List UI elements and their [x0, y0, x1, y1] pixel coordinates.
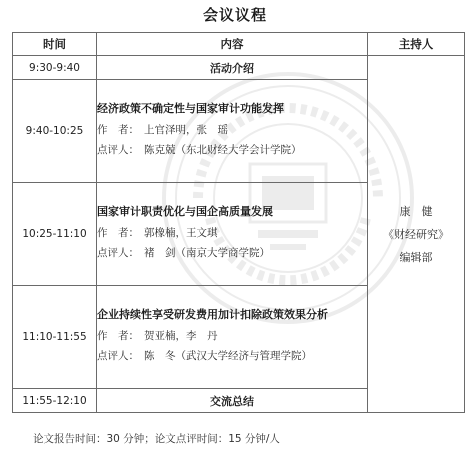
authors-label: 作 者：: [97, 226, 139, 239]
host-name: 康 健: [399, 204, 433, 218]
reviewer-label: 点评人：: [97, 349, 139, 362]
reviewer-line: [97, 143, 367, 158]
authors-value: 郭橡楠，王文琪: [144, 226, 218, 239]
talk-content: [97, 183, 368, 286]
reviewer-line: [97, 246, 367, 261]
agenda-row-intro: [13, 56, 465, 80]
authors-value: 上官泽明，张 瑶: [144, 123, 228, 136]
authors-label: 作 者：: [97, 329, 139, 342]
host-dept: 编辑部: [399, 250, 433, 264]
header-content: 内容: [97, 33, 368, 56]
authors-label: 作 者：: [97, 123, 139, 136]
reviewer-value: 陈 冬（武汉大学经济与管理学院）: [144, 349, 312, 362]
row-time: 11:10-11:55: [13, 286, 97, 389]
header-time: 时间: [13, 33, 97, 56]
header-host: 主持人: [368, 33, 465, 56]
authors-line: [97, 226, 367, 241]
host-org: 《财经研究》: [383, 227, 449, 241]
paper-title: 国家审计职责优化与国企高质量发展: [97, 204, 273, 218]
agenda-table: [12, 32, 465, 413]
header-row: [13, 33, 465, 56]
row-time: 9:30-9:40: [13, 56, 97, 80]
row-activity-label: 活动介绍: [97, 56, 368, 80]
authors-line: [97, 329, 367, 344]
reviewer-label: 点评人：: [97, 143, 139, 156]
row-time: 11:55-12:10: [13, 389, 97, 413]
paper-title: 企业持续性享受研发费用加计扣除政策效果分析: [97, 307, 328, 321]
paper-title: 经济政策不确定性与国家审计功能发挥: [97, 101, 284, 115]
host-cell: [368, 56, 465, 413]
reviewer-line: [97, 349, 367, 364]
talk-content: [97, 286, 368, 389]
row-time: 9:40-10:25: [13, 80, 97, 183]
talk-content: [97, 80, 368, 183]
authors-line: [97, 123, 367, 138]
row-time: 10:25-11:10: [13, 183, 97, 286]
authors-value: 贺亚楠，李 丹: [144, 329, 218, 342]
reviewer-value: 陈克兢（东北财经大学会计学院）: [144, 143, 302, 156]
footer-note: 论文报告时间：30 分钟；论文点评时间：15 分钟/人: [33, 433, 280, 445]
reviewer-value: 褚 剑（南京大学商学院）: [144, 246, 270, 259]
row-activity-label: 交流总结: [97, 389, 368, 413]
page-title: 会议议程: [202, 6, 267, 24]
reviewer-label: 点评人：: [97, 246, 139, 259]
